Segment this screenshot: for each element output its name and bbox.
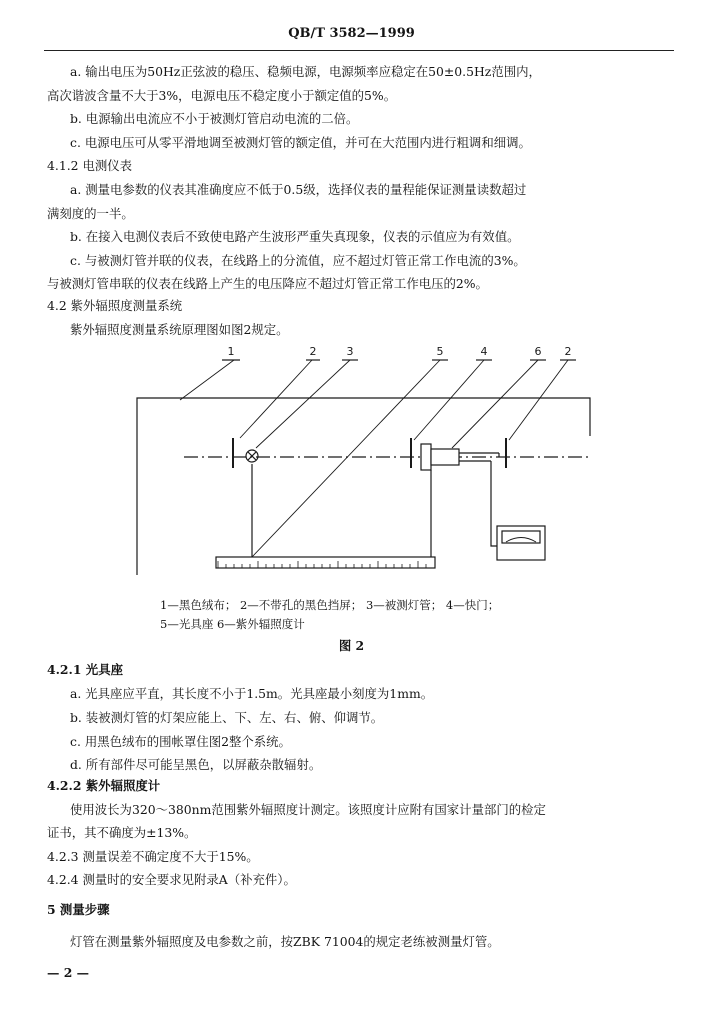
sensor-head — [431, 449, 459, 465]
para-4-2-2-line2: 证书，其不确度为±13%。 — [47, 825, 197, 840]
item-4-1-1-b: b. 电源输出电流应不小于被测灯管启动电流的二倍。 — [70, 111, 359, 126]
item-4-1-2-c-line1: c. 与被测灯管并联的仪表，在线路上的分流值，应不超过灯管正常工作电流的3%。 — [70, 253, 526, 268]
figure-2-diagram — [0, 340, 703, 610]
heading-4-1-2: 4.1.2 电测仪表 — [47, 158, 133, 173]
figure-caption: 图 2 — [338, 638, 365, 653]
para-4-2-intro: 紫外辐照度测量系统原理图如图2规定。 — [70, 322, 289, 337]
item-4-1-1-a-line2: 高次谐波含量不大于3%，电源电压不稳定度小于额定值的5%。 — [47, 88, 397, 103]
figure-legend-line1: 1—黑色绒布； 2—不带孔的黑色挡屏； 3—被测灯管； 4—快门； — [160, 598, 500, 612]
callout-2: 2 — [309, 345, 317, 358]
header-rule — [44, 50, 674, 51]
para-5: 灯管在测量紫外辐照度及电参数之前，按ZBK 71004的规定老练被测量灯管。 — [70, 934, 500, 949]
callout-2b: 2 — [564, 345, 572, 358]
item-4-1-2-a-line2: 满刻度的一半。 — [47, 206, 134, 221]
callout-6: 6 — [534, 345, 542, 358]
callout-5: 5 — [436, 345, 444, 358]
figure-legend-line2: 5—光具座 6—紫外辐照度计 — [160, 617, 305, 631]
heading-5: 5 测量步骤 — [47, 902, 110, 917]
shutter-housing — [421, 444, 431, 470]
item-4-2-1-c: c. 用黑色绒布的围帐罩住图2整个系统。 — [70, 734, 291, 749]
item-4-2-1-b: b. 装被测灯管的灯架应能上、下、左、右、俯、仰调节。 — [70, 710, 384, 725]
item-4-1-2-b: b. 在接入电测仪表后不致使电路产生波形严重失真现象，仪表的示值应为有效值。 — [70, 229, 520, 244]
meter-cable — [491, 461, 497, 546]
item-4-1-1-c: c. 电源电压可从零平滑地调至被测灯管的额定值，并可在大范围内进行粗调和细调。 — [70, 135, 531, 150]
para-4-2-3: 4.2.3 测量误差不确定度不大于15%。 — [47, 849, 259, 864]
standard-number: QB/T 3582—1999 — [288, 26, 415, 41]
callout-4: 4 — [480, 345, 488, 358]
callout-3: 3 — [346, 345, 354, 358]
page-number: — 2 — — [47, 965, 90, 980]
para-4-2-4: 4.2.4 测量时的安全要求见附录A（补充件）。 — [47, 872, 296, 887]
heading-4-2-1: 4.2.1 光具座 — [47, 662, 123, 677]
item-4-1-2-c-line2: 与被测灯管串联的仪表在线路上产生的电压降应不超过灯管正常工作电压的2%。 — [47, 276, 488, 291]
heading-4-2-2: 4.2.2 紫外辐照度计 — [47, 778, 161, 793]
item-4-1-1-a-line1: a. 输出电压为50Hz正弦波的稳压、稳频电源，电源频率应稳定在50±0.5Hz范围内， — [70, 64, 541, 79]
callout-1: 1 — [227, 345, 235, 358]
item-4-2-1-d: d. 所有部件尽可能呈黑色，以屏蔽杂散辐射。 — [70, 757, 322, 772]
item-4-1-2-a-line1: a. 测量电参数的仪表其准确度应不低于0.5级，选择仪表的量程能保证测量读数超过 — [70, 182, 527, 197]
para-4-2-2-line1: 使用波长为320～380nm范围紫外辐照度计测定。该照度计应附有国家计量部门的检定 — [70, 802, 546, 817]
item-4-2-1-a: a. 光具座应平直，其长度不小于1.5m。光具座最小刻度为1mm。 — [70, 686, 434, 701]
heading-4-2: 4.2 紫外辐照度测量系统 — [47, 298, 183, 313]
